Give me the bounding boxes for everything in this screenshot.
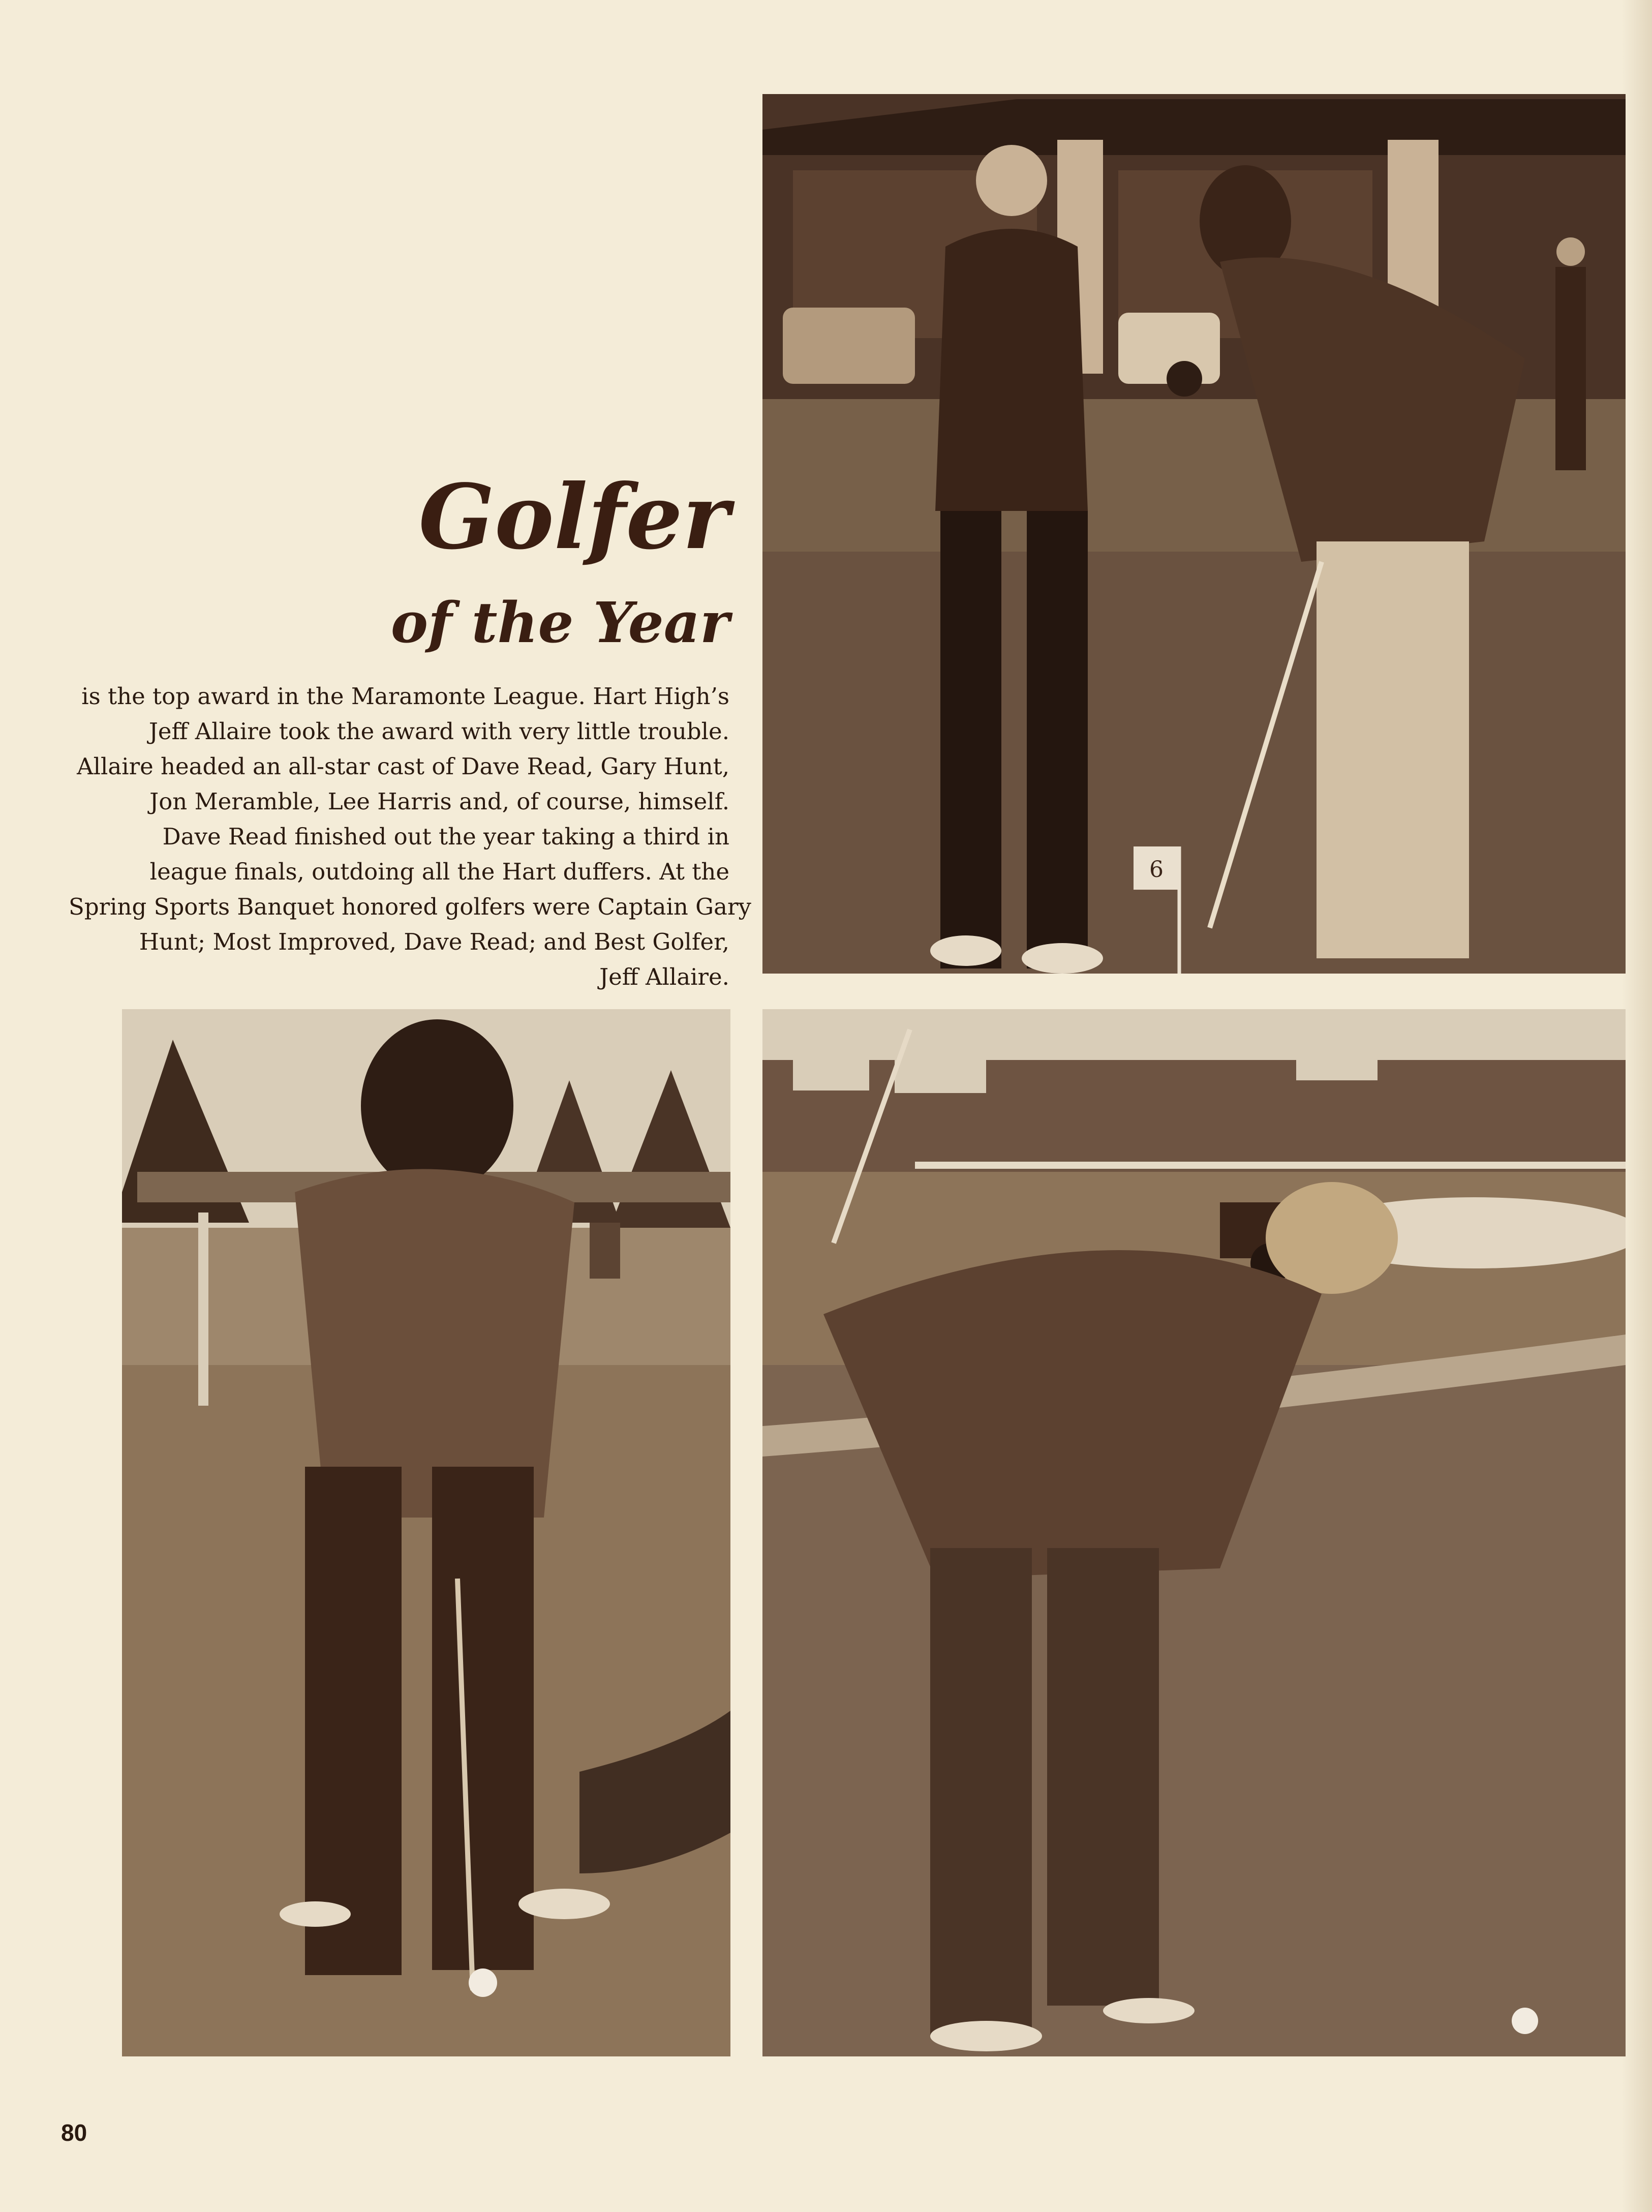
- body-line: Dave Read finished out the year taking a third in: [162, 823, 729, 850]
- photo-golfer-swing: [762, 1009, 1626, 2056]
- photo-golfer-addressing-ball: [122, 1009, 730, 2056]
- body-line: Jeff Allaire.: [599, 963, 729, 990]
- putting-green-illustration: [762, 94, 1626, 974]
- body-line: Jeff Allaire took the award with very little trouble.: [148, 718, 729, 745]
- body-line: is the top award in the Maramonte League. Hart High’s: [81, 683, 729, 710]
- photo-putting-green: [762, 94, 1626, 974]
- body-line: Spring Sports Banquet honored golfers were Captain Gary: [69, 893, 751, 920]
- page-subtitle: of the Year: [390, 590, 729, 655]
- page-edge: [1622, 0, 1652, 2212]
- golfer-swing-illustration: [762, 1009, 1626, 2056]
- body-line: Hunt; Most Improved, Dave Read; and Best Golfer,: [139, 928, 729, 955]
- body-line: Jon Meramble, Lee Harris and, of course, himself.: [149, 788, 729, 815]
- page-number: 80: [61, 2119, 87, 2146]
- body-line: league finals, outdoing all the Hart duffers. At the: [149, 858, 729, 885]
- golfer-addressing-illustration: [122, 1009, 730, 2056]
- body-line: Allaire headed an all-star cast of Dave Read, Gary Hunt,: [77, 753, 729, 780]
- article-body: [69, 679, 751, 994]
- page-title: Golfer: [418, 465, 729, 569]
- flag-number: 6: [1149, 857, 1164, 883]
